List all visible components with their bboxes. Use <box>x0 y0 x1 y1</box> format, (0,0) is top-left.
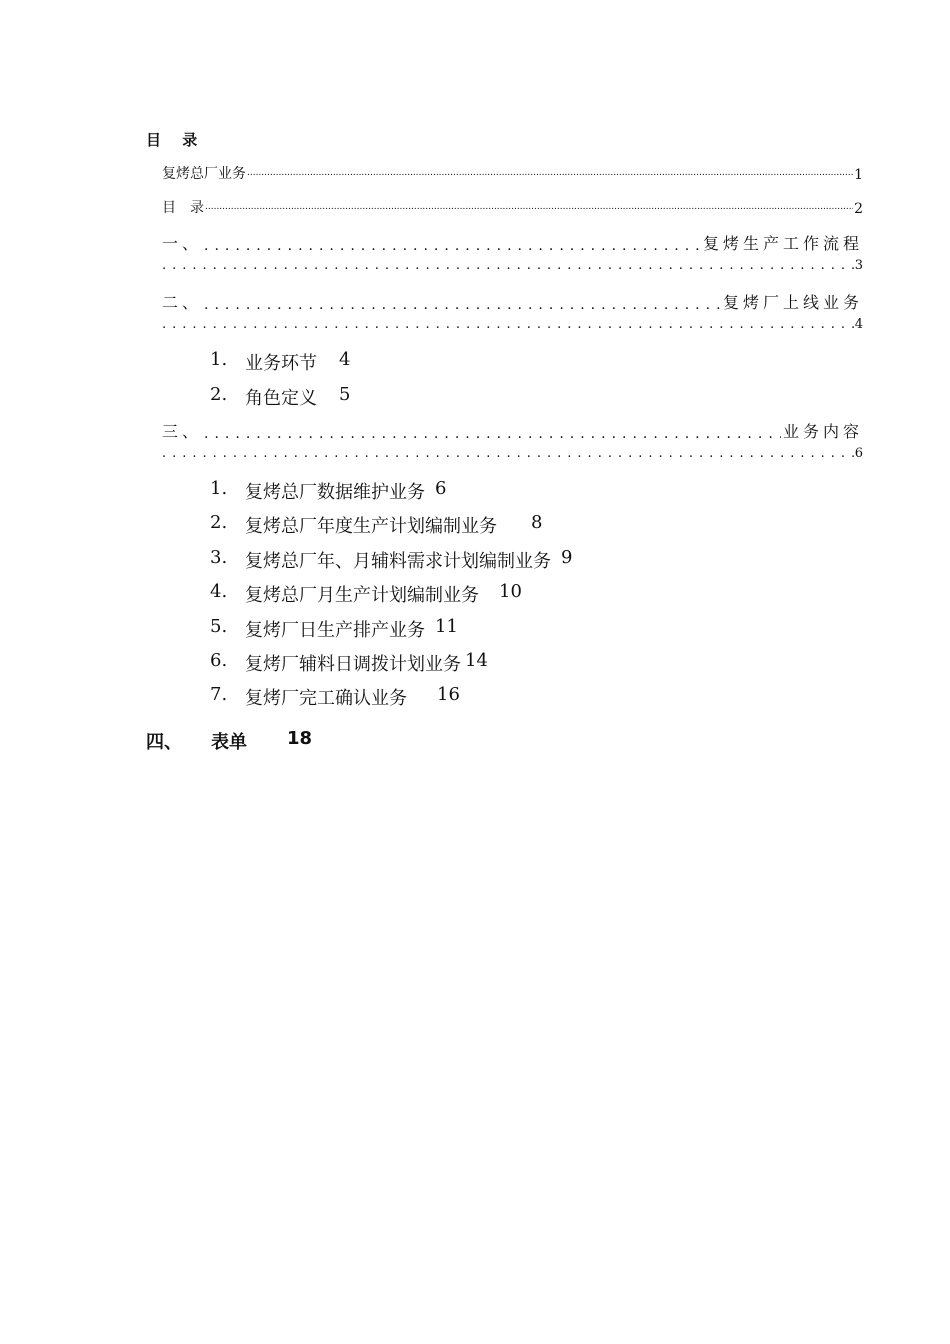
toc-entry-page: 2 <box>854 201 863 217</box>
toc-subitem[interactable] <box>210 349 350 375</box>
toc-subitem[interactable] <box>210 650 488 676</box>
toc-section-1-page-line <box>162 258 863 273</box>
subitem-number: 2. <box>210 384 228 405</box>
subitem-title: 角色定义 <box>245 388 317 409</box>
toc-subitem[interactable] <box>210 581 522 607</box>
section-number: 二、 <box>162 293 203 312</box>
toc-entry-page: 1 <box>854 167 863 183</box>
dot-leader <box>162 317 855 332</box>
subitem-number: 1. <box>210 478 228 499</box>
subitem-title: 复烤总厂数据维护业务 <box>245 482 425 503</box>
toc-subitem[interactable] <box>210 384 350 410</box>
toc-heading: 目 录 <box>146 131 206 149</box>
toc-section-2[interactable] <box>162 290 863 313</box>
section-title: 复烤生产工作流程 <box>702 234 863 253</box>
section-page: 4 <box>854 317 863 332</box>
toc-entry-title: 目 录 <box>162 200 204 216</box>
toc-section-3-page-line <box>162 446 863 461</box>
toc-subitem[interactable] <box>210 512 542 538</box>
dot-leader <box>247 166 853 180</box>
subitem-page: 9 <box>561 547 573 568</box>
dot-leader <box>204 297 721 313</box>
dot-leader <box>204 426 781 442</box>
toc-subitem[interactable] <box>210 478 446 504</box>
subitem-page: 6 <box>435 478 447 499</box>
section-number: 四、 <box>146 732 182 753</box>
section-number: 三、 <box>162 422 203 441</box>
subitem-number: 6. <box>210 650 228 671</box>
toc-entry[interactable] <box>162 197 863 217</box>
toc-section-2-page-line <box>162 317 863 332</box>
section-page: 18 <box>287 728 313 749</box>
section-page: 6 <box>854 446 863 461</box>
subitem-page: 4 <box>339 349 351 370</box>
subitem-page: 16 <box>437 684 460 705</box>
subitem-number: 4. <box>210 581 228 602</box>
dot-leader <box>162 258 855 273</box>
toc-section-1[interactable] <box>162 231 863 254</box>
toc-subitem[interactable] <box>210 547 572 573</box>
subitem-page: 8 <box>531 512 543 533</box>
section-title: 业务内容 <box>782 422 863 441</box>
subitem-title: 业务环节 <box>245 353 317 374</box>
toc-subitem[interactable] <box>210 684 460 710</box>
subitem-title: 复烤总厂月生产计划编制业务 <box>245 585 479 606</box>
subitem-title: 复烤厂日生产排产业务 <box>245 620 425 641</box>
subitem-number: 5. <box>210 616 228 637</box>
toc-subitem[interactable] <box>210 616 458 642</box>
toc-section-3[interactable] <box>162 419 863 442</box>
toc-entry-title: 复烤总厂业务 <box>162 166 246 182</box>
dot-leader <box>162 446 855 461</box>
dot-leader <box>205 200 853 214</box>
section-number: 一、 <box>162 234 203 253</box>
subitem-title: 复烤总厂年度生产计划编制业务 <box>245 516 497 537</box>
subitem-page: 10 <box>499 581 522 602</box>
subitem-number: 3. <box>210 547 228 568</box>
toc-entry[interactable] <box>162 163 863 183</box>
section-page: 3 <box>854 258 863 273</box>
subitem-page: 5 <box>339 384 351 405</box>
dot-leader <box>204 238 701 254</box>
section-title: 表单 <box>211 732 247 753</box>
subitem-page: 14 <box>465 650 488 671</box>
section-title: 复烤厂上线业务 <box>722 293 863 312</box>
subitem-number: 7. <box>210 684 228 705</box>
toc-section-4[interactable] <box>146 728 312 754</box>
subitem-number: 2. <box>210 512 228 533</box>
subitem-title: 复烤厂完工确认业务 <box>245 688 407 709</box>
subitem-title: 复烤总厂年、月辅料需求计划编制业务 <box>245 551 551 572</box>
subitem-number: 1. <box>210 349 228 370</box>
subitem-title: 复烤厂辅料日调拨计划业务 <box>245 654 461 675</box>
subitem-page: 11 <box>435 616 458 637</box>
